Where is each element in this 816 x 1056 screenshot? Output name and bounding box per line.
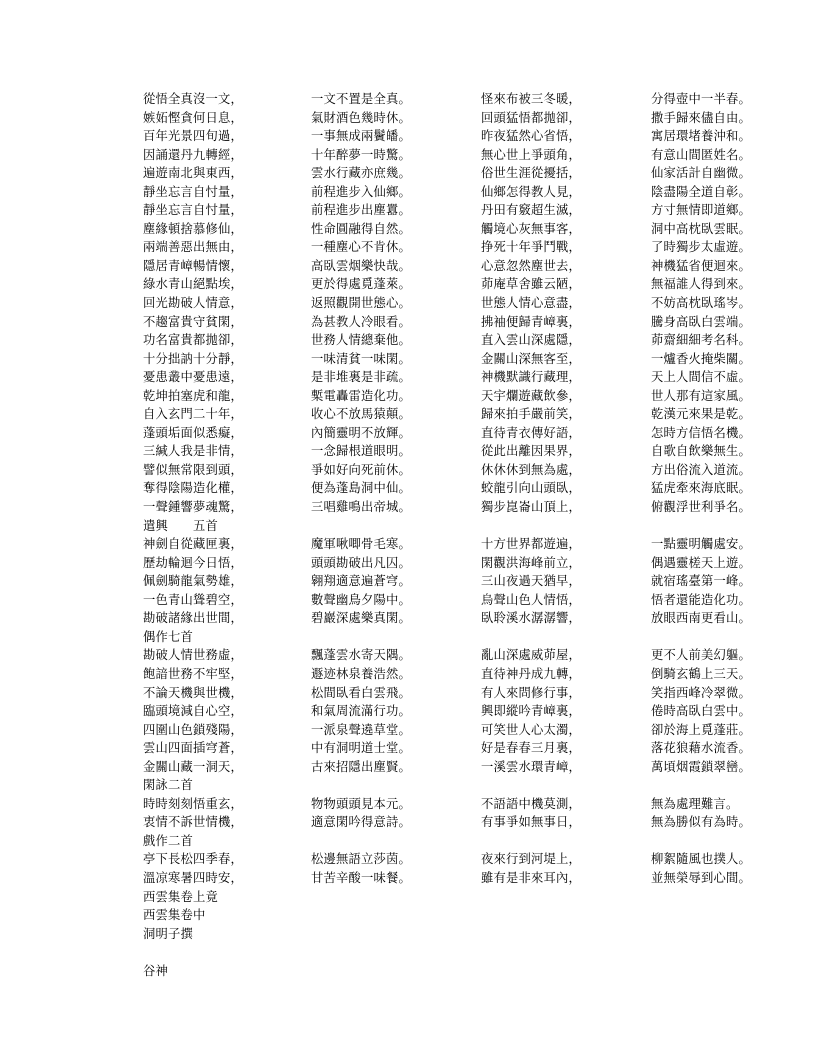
verse-segment: 俯觀浮世利爭名。 — [651, 500, 751, 515]
verse-segment: 靜坐忘言自忖量， — [143, 184, 243, 199]
verse-line — [143, 350, 751, 369]
verse-segment: 隱居青嶂暢情懷， — [143, 258, 243, 273]
verse-line — [143, 498, 751, 517]
verse-segment: 夜來行到河堤上， — [481, 852, 581, 867]
verse-segment: 百年光景四旬過， — [143, 129, 243, 144]
verse-segment: 飄蓬雲水寄天隅。 — [311, 648, 411, 663]
verse-segment: 是非堆裏是非疏。 — [311, 370, 411, 385]
verse-segment: 中有洞明道士堂。 — [311, 741, 411, 756]
verse-segment: 一念歸根道眼明。 — [311, 444, 411, 459]
verse-segment: 一溪雲水環青嶂， — [481, 759, 581, 774]
verse-line — [143, 813, 751, 832]
verse-segment: 直待神丹成九轉， — [481, 666, 581, 681]
verse-line — [143, 405, 751, 424]
verse-segment: 柳絮隨風也撲人。 — [651, 852, 751, 867]
verse-segment: 無福誰人得到來。 — [651, 277, 751, 292]
verse-segment: 爭如好向死前休。 — [311, 462, 411, 477]
verse-line — [143, 461, 751, 480]
verse-segment: 因誦還丹九轉經， — [143, 147, 243, 162]
verse-line — [143, 535, 751, 554]
verse-line — [143, 201, 751, 220]
verse-segment: 興即縱吟青嶂裏， — [481, 704, 581, 719]
verse-segment: 神機默識行藏理， — [481, 370, 581, 385]
verse-segment: 收心不放馬猿顛。 — [311, 407, 411, 422]
verse-segment: 不趨富貴守貧閑， — [143, 314, 243, 329]
volume-start-line: 西雲集卷中 — [143, 908, 206, 923]
verse-segment: 古來招隱出塵賢。 — [311, 759, 411, 774]
author-line: 洞明子撰 — [143, 926, 193, 941]
verse-segment: 方出俗流入道流。 — [651, 462, 751, 477]
verse-segment: 仙家活計自幽微。 — [651, 166, 751, 181]
verse-segment: 落花狼藉水流香。 — [651, 741, 751, 756]
verse-segment: 卻於海上覓蓬莊。 — [651, 722, 751, 737]
verse-segment: 氣財酒色幾時休。 — [311, 110, 411, 125]
verse-segment: 三山夜過天猶早， — [481, 574, 581, 589]
verse-segment: 頭頭勘破出凡囚。 — [311, 555, 411, 570]
verse-segment: 一派泉聲遶草堂。 — [311, 722, 411, 737]
verse-segment: 三唱雞鳴出帝城。 — [311, 500, 411, 515]
verse-line — [143, 646, 751, 665]
verse-line — [143, 294, 751, 313]
verse-line — [143, 869, 751, 888]
verse-segment: 倦時高臥白雲中。 — [651, 704, 751, 719]
verse-line — [143, 609, 751, 628]
verse-segment: 可笑世人心太濁， — [481, 722, 581, 737]
verse-segment: 一事無成兩鬢皤。 — [311, 129, 411, 144]
verse-line — [143, 331, 751, 350]
verse-line — [143, 238, 751, 257]
verse-segment: 歷劫輪迴今日悟， — [143, 555, 243, 570]
verse-segment: 勘破諸緣出世間， — [143, 611, 243, 626]
verse-segment: 便為蓬島洞中仙。 — [311, 481, 411, 496]
verse-segment: 世人那有這家風。 — [651, 388, 751, 403]
verse-segment: 好是春春三月裏， — [481, 741, 581, 756]
verse-segment: 前程進步出塵囂。 — [311, 203, 411, 218]
verse-segment: 萬頃烟霞鎖翠巒。 — [651, 759, 751, 774]
verse-segment: 神機猛省便迴來。 — [651, 258, 751, 273]
verse-line — [143, 795, 746, 814]
verse-segment: 丹田有竅超生滅， — [481, 203, 581, 218]
verse-segment: 寓居環堵養沖和。 — [651, 129, 751, 144]
verse-segment: 物物頭頭見本元。 — [311, 796, 411, 811]
verse-segment: 一聲鍾響夢魂驚， — [143, 500, 243, 515]
verse-segment: 洞中高枕臥雲眠。 — [651, 221, 751, 236]
verse-segment: 嫉妬慳貪何日息， — [143, 110, 243, 125]
verse-segment: 世務人情總棄他。 — [311, 333, 411, 348]
verse-segment: 十年醉夢一時驚。 — [311, 147, 411, 162]
verse-segment: 並無榮辱到心間。 — [651, 870, 751, 885]
verse-segment: 功名富貴都拋卻， — [143, 333, 243, 348]
verse-segment: 不論天機與世機， — [143, 685, 243, 700]
verse-segment: 塵緣頓捨慕修仙， — [143, 221, 243, 236]
verse-segment: 怎時方信悟名機。 — [651, 425, 751, 440]
verse-segment: 俗世生涯從擾括， — [481, 166, 581, 181]
verse-segment: 拂袖便歸青嶂裏， — [481, 314, 581, 329]
verse-segment: 十分拙訥十分靜， — [143, 351, 243, 366]
verse-segment: 挣死十年爭鬥戰， — [481, 240, 581, 255]
blank-line — [143, 943, 746, 962]
verse-segment: 奪得陰陽造化權， — [143, 481, 243, 496]
verse-segment: 就宿瑤臺第一峰。 — [651, 574, 751, 589]
verse-segment: 悟者還能造化功。 — [651, 592, 751, 607]
verse-segment: 笑指西峰冷翠微。 — [651, 685, 751, 700]
verse-segment: 金關山深無客至， — [481, 351, 581, 366]
verse-segment: 飽諳世務不牢堅， — [143, 666, 243, 681]
verse-segment: 溫凉寒暑四時安， — [143, 870, 243, 885]
verse-segment: 和氣周流滿行功。 — [311, 704, 411, 719]
verse-segment: 雲山四面插穹蒼， — [143, 741, 243, 756]
section-heading: 遣興 五首 — [143, 518, 218, 533]
verse-segment: 一爐香火掩柴關。 — [651, 351, 751, 366]
verse-segment: 高臥雲烟樂快哉。 — [311, 258, 411, 273]
verse-segment: 數聲幽鳥夕陽中。 — [311, 592, 411, 607]
verse-segment: 蛟龍引向山頭臥， — [481, 481, 581, 496]
verse-segment: 兩端善惡出無由， — [143, 240, 243, 255]
verse-line — [143, 368, 751, 387]
verse-segment: 自歌自飲樂無生。 — [651, 444, 751, 459]
verse-segment: 一文不置是全真。 — [311, 92, 411, 106]
verse-segment: 從此出離因果界， — [481, 444, 581, 459]
verse-segment: 遯迹林泉養浩然。 — [311, 666, 411, 681]
verse-segment: 碧巖深處樂真閑。 — [311, 611, 411, 626]
verse-segment: 乾坤拍塞虎和龍， — [143, 388, 243, 403]
verse-segment: 十方世界都遊遍， — [481, 537, 581, 552]
section-heading: 戲作二首 — [143, 833, 193, 848]
verse-segment: 雲水行藏亦庶幾。 — [311, 166, 411, 181]
verse-segment: 性命圓融得自然。 — [311, 221, 411, 236]
verse-line — [143, 758, 751, 777]
verse-segment: 綠水青山絕點埃， — [143, 277, 243, 292]
verse-segment: 四圍山色鎖殘陽， — [143, 722, 243, 737]
verse-segment: 無心世上爭頭角， — [481, 147, 581, 162]
verse-segment: 亭下長松四季春， — [143, 852, 243, 867]
verse-segment: 不妨高枕臥瑤岑。 — [651, 296, 751, 311]
verse-segment: 從悟全真沒一文， — [143, 92, 243, 106]
verse-segment: 閑觀洪海峰前立， — [481, 555, 581, 570]
verse-segment: 槧電轟雷造化功。 — [311, 388, 411, 403]
verse-segment: 時時刻刻悟重玄， — [143, 796, 243, 811]
verse-segment: 獨步崑崙山頂上， — [481, 500, 581, 515]
verse-line — [143, 183, 751, 202]
verse-segment: 偶遇靈槎天上遊。 — [651, 555, 751, 570]
verse-segment: 蓬頭垢面似悉癡， — [143, 425, 243, 440]
verse-segment: 有意山間匿姓名。 — [651, 147, 751, 162]
section-heading: 偶作七首 — [143, 629, 193, 644]
verse-line — [143, 146, 751, 165]
verse-segment: 撒手歸來儘自由。 — [651, 110, 751, 125]
verse-line — [143, 479, 751, 498]
verse-line — [143, 665, 751, 684]
verse-segment: 靜坐忘言自忖量， — [143, 203, 243, 218]
verse-segment: 方寸無情即道鄉。 — [651, 203, 751, 218]
verse-segment: 譬似無常限到頭， — [143, 462, 243, 477]
verse-segment: 了時獨步太虛遊。 — [651, 240, 751, 255]
verse-segment: 返照觀開世態心。 — [311, 296, 411, 311]
verse-segment: 一點靈明觸處安。 — [651, 537, 751, 552]
verse-segment: 回光勘破人情意， — [143, 296, 243, 311]
verse-segment: 不語語中機莫測， — [481, 796, 581, 811]
verse-line — [143, 387, 751, 406]
verse-segment: 金關山藏一洞天， — [143, 759, 243, 774]
verse-segment: 放眼西南更看山。 — [651, 611, 751, 626]
verse-segment: 有人來問修行事， — [481, 685, 581, 700]
verse-segment: 烏聲山色人情悟， — [481, 592, 581, 607]
verse-segment: 無為處理難言。 — [651, 796, 739, 811]
verse-segment: 憂患叢中憂患遠， — [143, 370, 243, 385]
verse-segment: 松間臥看白雲飛。 — [311, 685, 411, 700]
section-heading: 閑詠二首 — [143, 778, 193, 793]
verse-segment: 臨頭境減自心空， — [143, 704, 243, 719]
verse-segment: 衷情不訴世情機， — [143, 815, 243, 830]
volume-end-line: 西雲集卷上竟 — [143, 889, 218, 904]
verse-segment: 甘苦辛酸一味餐。 — [311, 870, 411, 885]
verse-segment: 昨夜猛然心省悟， — [481, 129, 581, 144]
verse-segment: 心意忽然塵世去， — [481, 258, 581, 273]
verse-line — [143, 109, 751, 128]
verse-segment: 一色青山聳碧空， — [143, 592, 243, 607]
verse-line — [143, 257, 751, 276]
verse-segment: 亂山深處威茆屋， — [481, 648, 581, 663]
verse-line — [143, 275, 751, 294]
verse-segment: 回頭猛悟都拋卻， — [481, 110, 581, 125]
verse-line — [143, 313, 751, 332]
verse-segment: 茆庵草舍雖云陋， — [481, 277, 581, 292]
verse-segment: 仙鄉怎得教人見， — [481, 184, 581, 199]
verse-segment: 臥聆溪水潺潺響， — [481, 611, 581, 626]
verse-segment: 歸來拍手嚴前笑， — [481, 407, 581, 422]
verse-segment: 前程進步入仙鄉。 — [311, 184, 411, 199]
verse-segment: 更於得處覓蓬萊。 — [311, 277, 411, 292]
verse-segment: 魔軍啾唧骨毛寒。 — [311, 537, 411, 552]
document-body — [143, 90, 751, 980]
verse-segment: 神劍自從藏匣裏， — [143, 537, 243, 552]
verse-segment: 世態人情心意盡， — [481, 296, 581, 311]
verse-line — [143, 164, 751, 183]
verse-segment: 自入玄門二十年， — [143, 407, 243, 422]
section-title-line: 谷神 — [143, 963, 168, 978]
verse-line — [143, 572, 751, 591]
verse-segment: 翱翔適意遍蒼穹。 — [311, 574, 411, 589]
verse-segment: 松邊無語立莎茵。 — [311, 852, 411, 867]
verse-segment: 怪來布被三冬暖， — [481, 92, 581, 106]
verse-line — [143, 591, 751, 610]
verse-segment: 無為勝似有為時。 — [651, 815, 751, 830]
verse-line — [143, 850, 751, 869]
verse-line — [143, 721, 751, 740]
verse-segment: 適意閑吟得意詩。 — [311, 815, 411, 830]
verse-segment: 佩劍騎龍氣勢雄， — [143, 574, 243, 589]
verse-segment: 陰盡陽全道自彰。 — [651, 184, 751, 199]
verse-line — [143, 442, 751, 461]
verse-segment: 天上人間信不虛。 — [651, 370, 751, 385]
verse-segment: 茆齋細細考名科。 — [651, 333, 751, 348]
verse-segment: 遍遊南北與東西， — [143, 166, 243, 181]
verse-segment: 天宇爛遊藏飲參， — [481, 388, 581, 403]
verse-segment: 休休休到無為處， — [481, 462, 581, 477]
verse-line — [143, 554, 751, 573]
verse-segment: 直待青衣傳好語， — [481, 425, 581, 440]
verse-segment: 為甚教人冷眼看。 — [311, 314, 411, 329]
verse-segment: 雖有是非來耳內， — [481, 870, 581, 885]
verse-segment: 一味清貧一味閑。 — [311, 351, 411, 366]
verse-segment: 騰身高臥白雲端。 — [651, 314, 751, 329]
verse-segment: 觸境心灰無事客， — [481, 221, 581, 236]
verse-segment: 乾漢元來果是乾。 — [651, 407, 751, 422]
verse-segment: 更不人前美幻軀。 — [651, 648, 751, 663]
verse-segment: 直入雲山深處隱， — [481, 333, 581, 348]
verse-line — [143, 684, 751, 703]
verse-line — [143, 90, 751, 109]
verse-line — [143, 424, 751, 443]
verse-segment: 分得壺中一半春。 — [651, 92, 751, 106]
verse-line — [143, 220, 751, 239]
verse-line — [143, 702, 751, 721]
verse-segment: 猛虎牽來海底眠。 — [651, 481, 751, 496]
verse-line — [143, 739, 751, 758]
verse-segment: 一種塵心不肯休。 — [311, 240, 411, 255]
verse-line — [143, 127, 751, 146]
verse-segment: 勘破人情世務虛， — [143, 648, 243, 663]
verse-segment: 內簡靈明不放輝。 — [311, 425, 411, 440]
verse-segment: 倒騎玄鶴上三天。 — [651, 666, 751, 681]
verse-segment: 三緘人我是非情， — [143, 444, 243, 459]
verse-segment: 有事爭如無事日， — [481, 815, 581, 830]
